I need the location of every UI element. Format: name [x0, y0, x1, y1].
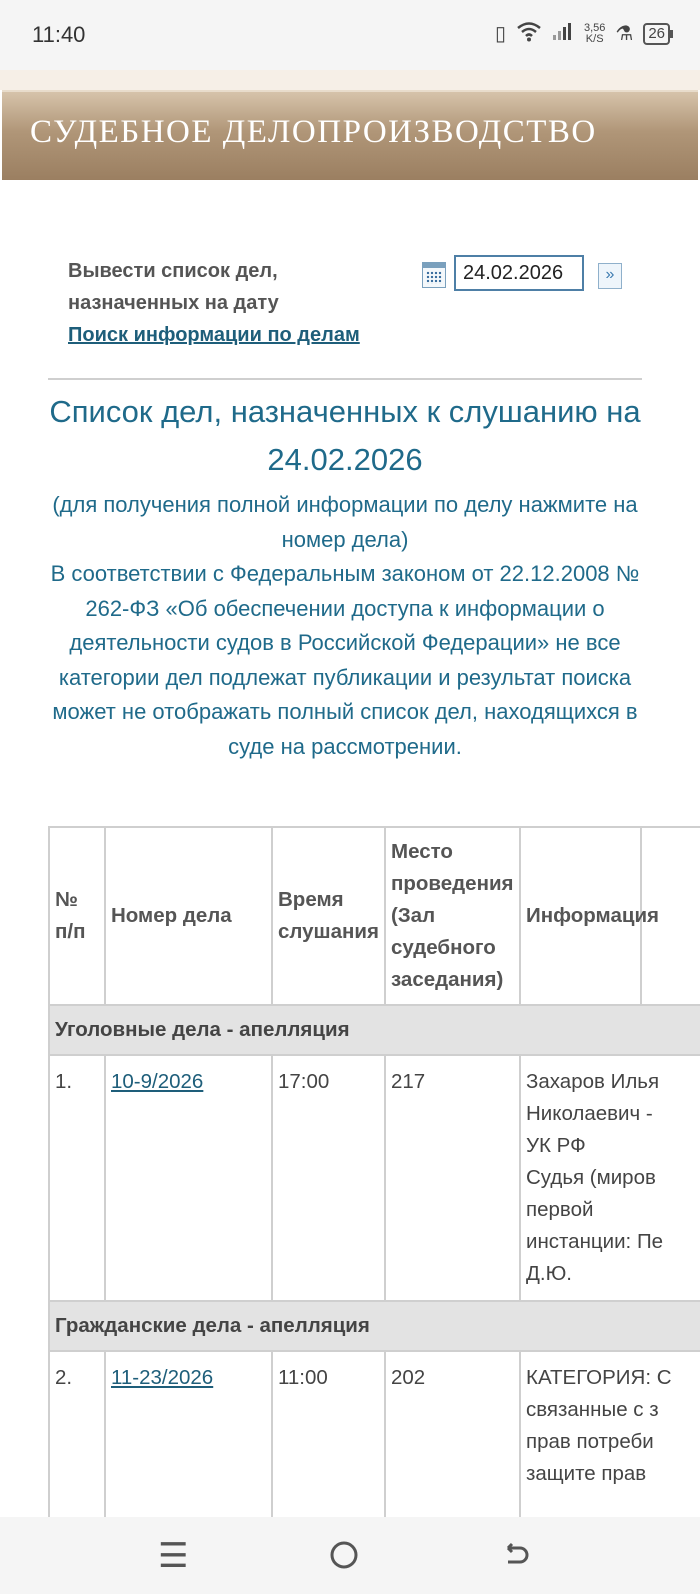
col-header-case: Номер дела	[105, 827, 272, 1005]
clock: 11:40	[32, 22, 86, 47]
col-header-time: Время слушания	[272, 827, 385, 1005]
info-line: защите прав	[526, 1462, 647, 1485]
row-time: 11:00	[272, 1351, 385, 1517]
row-num: 2.	[49, 1351, 105, 1517]
col-header-info: Информация	[520, 827, 641, 1005]
info-line: Захаров Илья	[526, 1070, 660, 1093]
flask-icon: ⚗	[615, 23, 634, 45]
page-top-strip	[0, 70, 700, 90]
info-line: связанные с з	[526, 1398, 659, 1421]
net-speed-value: 3,56	[583, 22, 606, 34]
col-header-place: Место проведения (Зал судебного заседания)	[385, 827, 520, 1005]
status-icons	[495, 20, 670, 48]
row-info	[520, 1351, 700, 1517]
info-line: Николаевич -	[526, 1102, 653, 1125]
vibrate-icon: ▯	[494, 23, 506, 45]
battery-icon: 26	[643, 23, 670, 45]
case-number-link[interactable]: 10-9/2026	[111, 1070, 204, 1093]
row-num: 1.	[49, 1055, 105, 1301]
table-row	[49, 1351, 700, 1517]
menu-icon[interactable]: ☰	[158, 1537, 189, 1575]
section-row	[49, 1301, 700, 1351]
web-page	[0, 70, 700, 1517]
info-line: прав потреби	[526, 1430, 654, 1453]
back-icon[interactable]	[500, 1539, 532, 1577]
date-input[interactable]	[454, 255, 584, 291]
wifi-icon	[516, 20, 542, 48]
info-line: Судья (миров	[526, 1166, 656, 1189]
system-nav-bar	[0, 1517, 700, 1594]
row-time: 17:00	[272, 1055, 385, 1301]
home-icon[interactable]	[328, 1539, 360, 1577]
page-title: СУДЕБНОЕ ДЕЛОПРОИЗВОДСТВО	[30, 114, 597, 150]
col-header-num: № п/п	[49, 827, 105, 1005]
case-search-link[interactable]: Поиск информации по делам	[68, 324, 360, 346]
section-row	[49, 1005, 700, 1055]
cases-table	[48, 826, 700, 1517]
row-case-cell	[105, 1055, 272, 1301]
info-line: первой	[526, 1198, 594, 1221]
row-case-cell	[105, 1351, 272, 1517]
calendar-icon[interactable]	[422, 262, 446, 288]
submit-arrow-button[interactable]: »	[598, 263, 622, 289]
info-line: Д.Ю.	[526, 1262, 572, 1285]
section-title: Уголовные дела - апелляция	[49, 1005, 700, 1055]
list-note-law: В соответствии с Федеральным законом от 22.12.2008 № 262-ФЗ «Об обеспечении доступа к информации о деятельности судов в Российской Федерации» не все категории дел подлежат публикации и результат поиска может не отображать полный список дел, находящихся в суде на рассмотрении.	[50, 561, 640, 759]
net-speed	[584, 23, 605, 45]
date-search-form	[68, 255, 628, 355]
divider	[48, 378, 642, 380]
header-banner	[2, 90, 698, 180]
date-search-label: Вывести список дел, назначенных на дату	[68, 260, 279, 314]
row-place: 217	[385, 1055, 520, 1301]
row-place: 202	[385, 1351, 520, 1517]
info-line: инстанции: Пе	[526, 1230, 664, 1253]
cases-table-wrapper[interactable]	[48, 826, 700, 1517]
list-title: Список дел, назначенных к слушанию на 24.02.2026	[49, 394, 641, 477]
signal-icon	[552, 21, 574, 47]
table-row	[49, 1055, 700, 1301]
list-note-hint: (для получения полной информации по делу нажмите на номер дела)	[52, 492, 638, 552]
status-bar	[0, 0, 700, 70]
case-number-link[interactable]: 11-23/2026	[111, 1366, 214, 1389]
info-line: КАТЕГОРИЯ: С	[526, 1366, 672, 1389]
table-header-row	[49, 827, 700, 1005]
row-info	[520, 1055, 700, 1301]
info-line: УК РФ	[526, 1134, 586, 1157]
section-title: Гражданские дела - апелляция	[49, 1301, 700, 1351]
list-note	[48, 488, 642, 764]
net-speed-unit: K/S	[585, 33, 604, 45]
